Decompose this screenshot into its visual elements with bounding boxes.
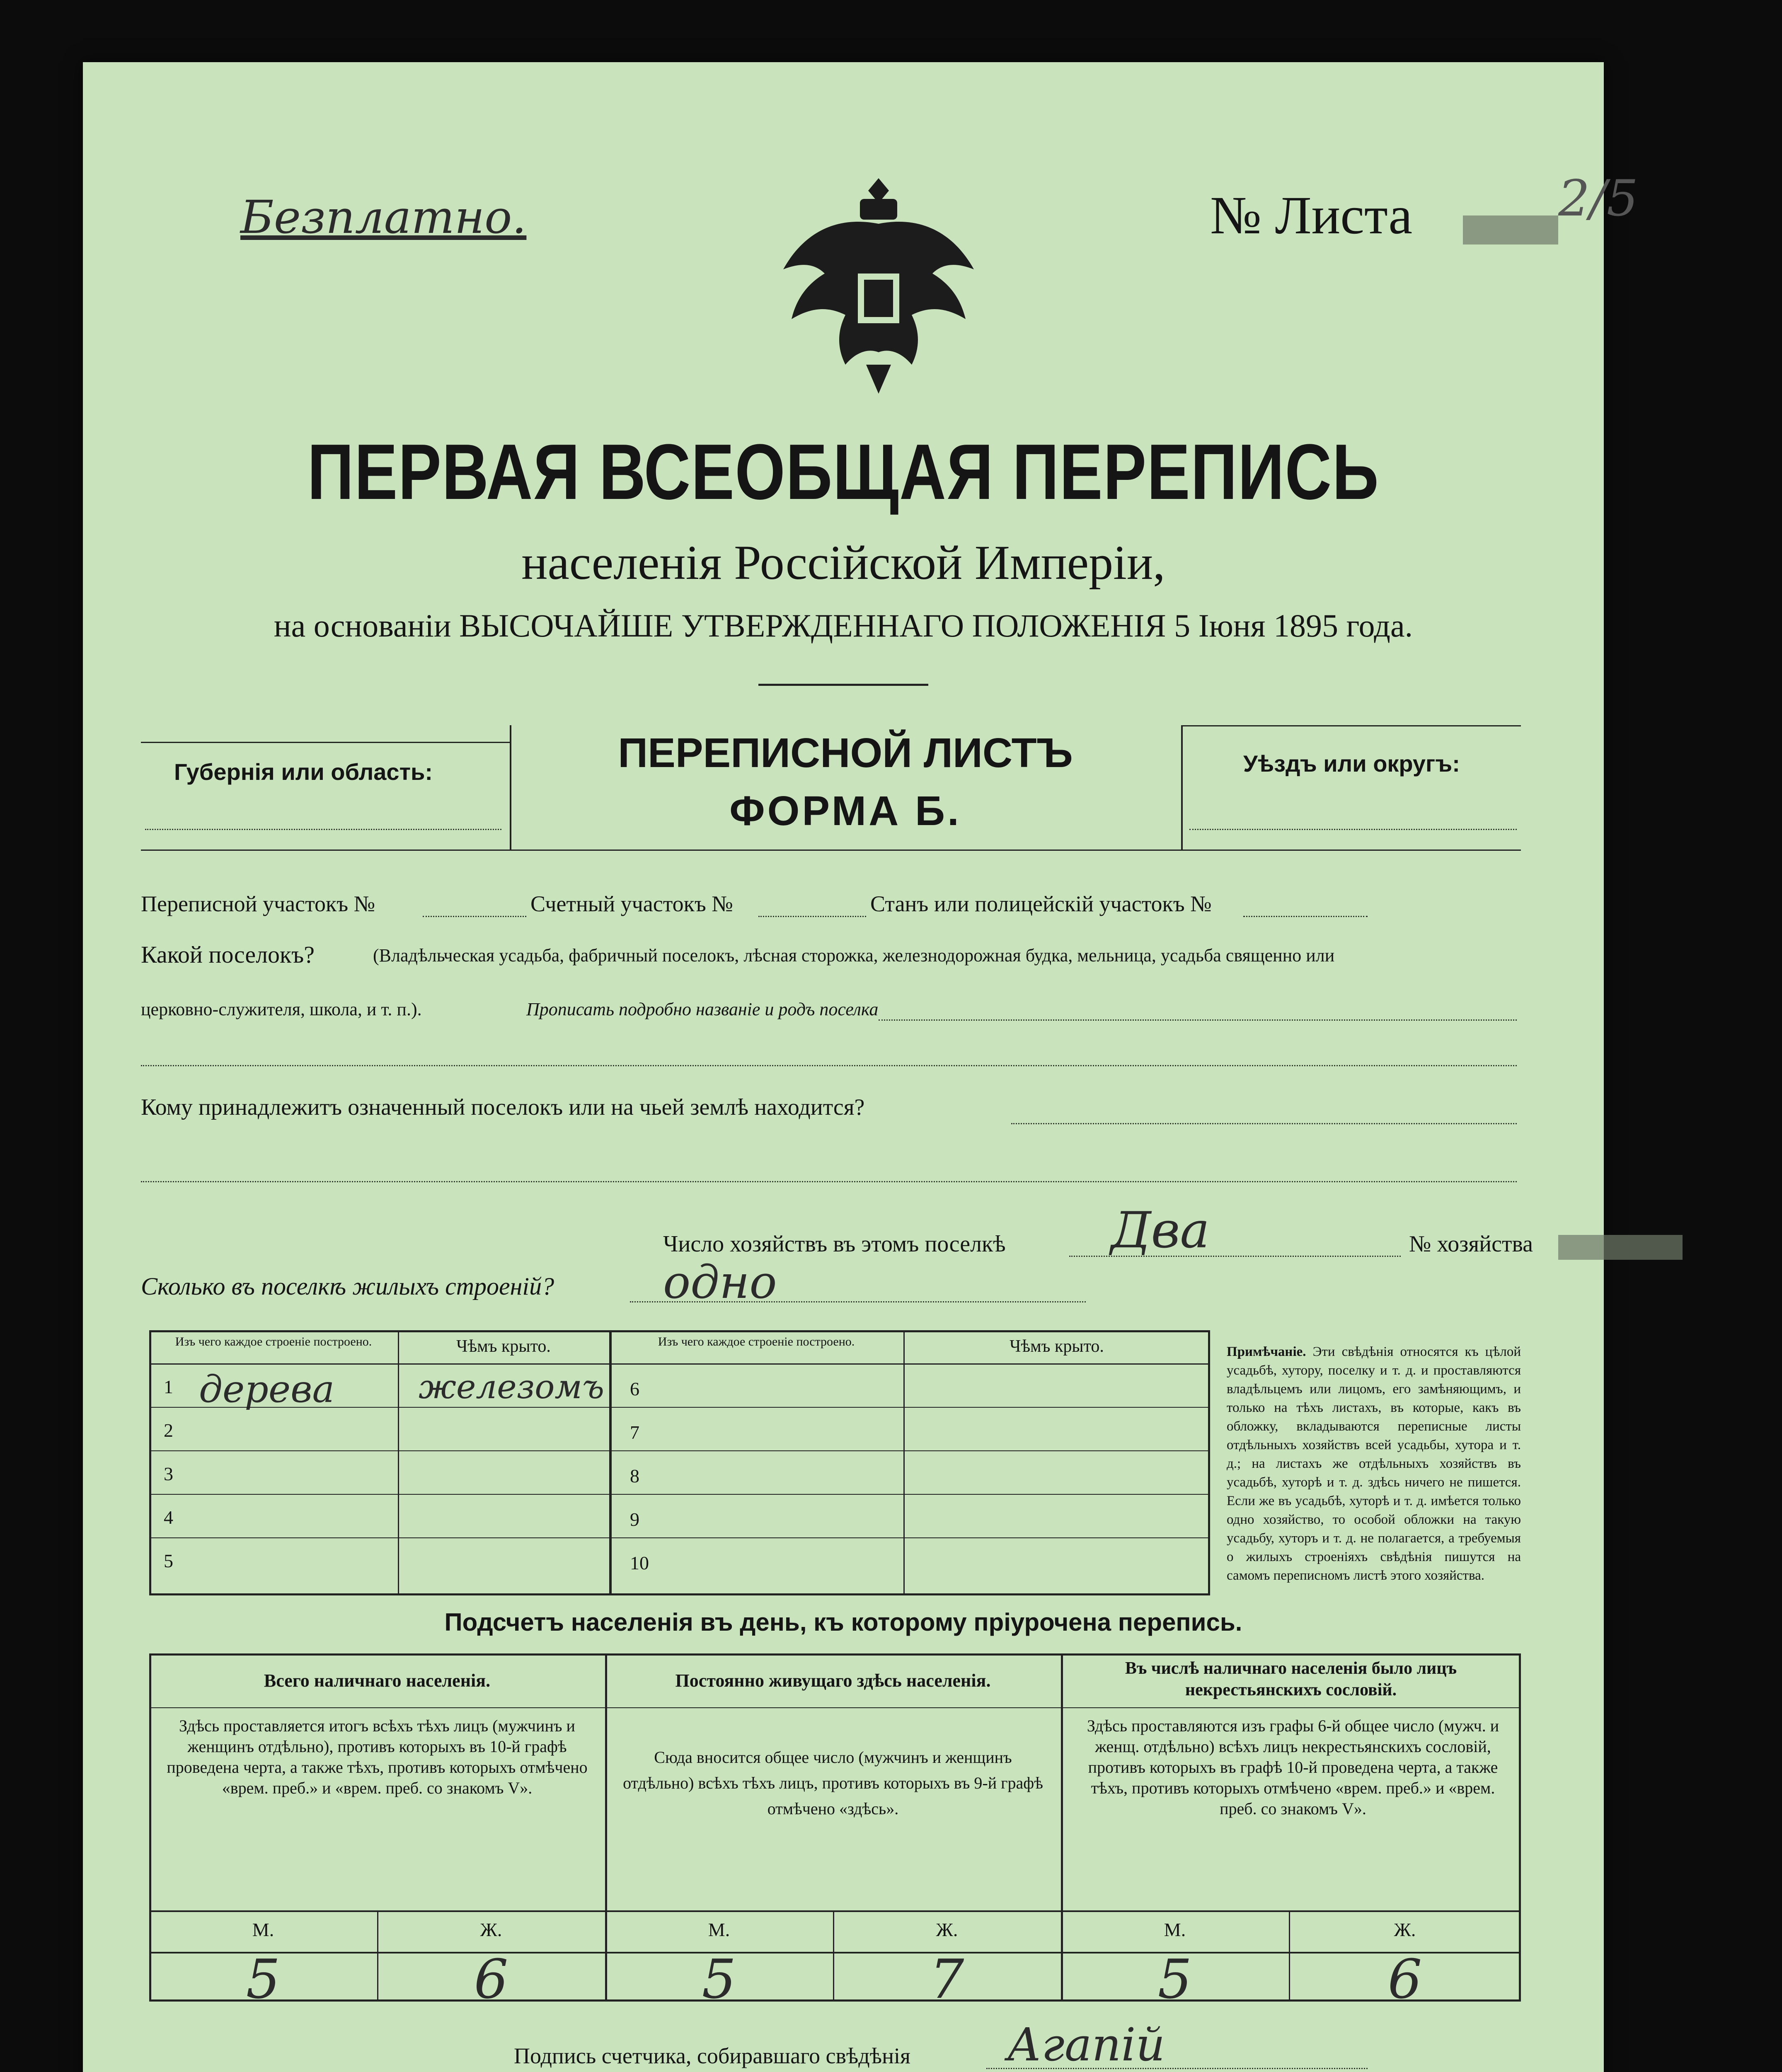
table-row-rule bbox=[149, 1537, 1210, 1538]
col-material-right: Изъ чего каждое строеніе построено. bbox=[658, 1335, 855, 1348]
col-roof-right: Чѣмъ крыто. bbox=[1010, 1337, 1104, 1356]
poselok-label: Какой поселокъ? bbox=[141, 941, 315, 968]
buildings-value: одно bbox=[663, 1256, 777, 1309]
signature-label: Подпись счетчика, собиравшаго свѣдѣнія bbox=[514, 2043, 910, 2068]
uezd-box-top bbox=[1181, 725, 1521, 726]
sheet-number-field[interactable] bbox=[1463, 215, 1558, 244]
count-col2-m-label: М. bbox=[708, 1919, 730, 1940]
row-number: 7 bbox=[630, 1422, 639, 1443]
uchastok-field[interactable] bbox=[423, 916, 526, 917]
count-col1-f-label: Ж. bbox=[480, 1919, 502, 1940]
note-box bbox=[1227, 1343, 1521, 1600]
row-number: 5 bbox=[164, 1550, 173, 1571]
count-col3-f-value[interactable]: 6 bbox=[1387, 1948, 1422, 2011]
buildings-table-middle bbox=[609, 1330, 612, 1595]
signature-value: Агапій bbox=[1007, 2018, 1165, 2071]
sheet-number-label: № Листа bbox=[1210, 186, 1413, 245]
row-number: 4 bbox=[164, 1507, 173, 1528]
households-value: Два bbox=[1111, 1202, 1210, 1259]
buildings-table-col-left bbox=[398, 1330, 399, 1595]
row-number: 1 bbox=[164, 1376, 173, 1397]
row-number: 9 bbox=[630, 1509, 639, 1530]
form-type: ФОРМА Б. bbox=[729, 788, 961, 834]
guberniya-field[interactable] bbox=[145, 829, 501, 830]
count-col2-f-value[interactable]: 7 bbox=[930, 1948, 964, 2011]
note-text: Эти свѣдѣнія относятся къ цѣлой усадьбѣ, хутору, поселку и т. д. и проставляются владѣльцемъ или лицомъ, его замѣняющимъ, и только на тѣхъ листахъ, въ которые, какъ въ обложку, вкладываются переписные листы отдѣльныхъ хозяйствъ всей усадьбы, хутора и т. д.; на листахъ же отдѣльныхъ хозяйствъ въ усадьбѣ, хуторѣ и т. д. здѣсь ничего не пишется. Если же въ усадьбѣ, хуторѣ и т. д. имѣется только одно хозяйство, то особой обложки на такую усадьбу, хуторъ и т. д. не полагается, а требуемыя о жилыхъ строеніяхъ свѣдѣнія пишутся на самомъ переписномъ листѣ этого хозяйства. bbox=[1227, 1344, 1521, 1583]
count-col1-desc: Здѣсь проставляется итогъ всѣхъ тѣхъ лицъ (мужчинъ и женщинъ отдѣльно), противъ которыхъ въ 10-й графѣ проведена черта, а также тѣхъ, противъ которыхъ отмѣчено «врем. преб.» и «врем. преб. со знакомъ V». bbox=[167, 1716, 588, 1797]
col-roof-left: Чѣмъ крыто. bbox=[456, 1337, 551, 1356]
uezd-box-side bbox=[1181, 725, 1183, 850]
household-number-label: № хозяйства bbox=[1409, 1231, 1533, 1257]
poselok-field[interactable] bbox=[879, 1019, 1517, 1021]
buildings-label: Сколько въ поселкѣ жилыхъ строеній? bbox=[141, 1273, 554, 1300]
col-material-left: Изъ чего каждое строеніе построено. bbox=[175, 1335, 372, 1348]
count-col3-m-label: М. bbox=[1164, 1919, 1186, 1940]
count-col3-m-value[interactable]: 5 bbox=[1157, 1948, 1192, 2011]
count-col3-f-label: Ж. bbox=[1394, 1919, 1416, 1940]
note-title: Примѣчаніе. bbox=[1227, 1344, 1306, 1359]
schetny-label: Счетный участокъ № bbox=[530, 891, 733, 916]
count-col2-m-value[interactable]: 5 bbox=[702, 1948, 736, 2011]
count-col1-head: Всего наличнаго населенія. bbox=[264, 1670, 491, 1691]
count-col2-head: Постоянно живущаго здѣсь населенія. bbox=[675, 1670, 991, 1691]
row-material: дерева bbox=[199, 1368, 335, 1411]
count-col2-f-label: Ж. bbox=[936, 1919, 958, 1940]
buildings-table-header-rule bbox=[149, 1363, 1210, 1365]
owner-field[interactable] bbox=[1011, 1123, 1517, 1124]
count-mf-rule bbox=[149, 1910, 1521, 1912]
owner-field-2[interactable] bbox=[141, 1181, 1517, 1182]
uezd-field[interactable] bbox=[1189, 829, 1517, 830]
table-row-rule bbox=[149, 1494, 1210, 1495]
form-title: ПЕРЕПИСНОЙ ЛИСТЪ bbox=[618, 730, 1073, 776]
table-row-rule bbox=[149, 1407, 1210, 1408]
poselok-instruction: Прописать подробно названіе и родъ поселка bbox=[526, 999, 879, 1019]
double-headed-eagle-icon bbox=[767, 170, 990, 402]
form-header-bottom-rule bbox=[141, 850, 1521, 851]
poselok-hint: (Владѣльческая усадьба, фабричный поселокъ, лѣсная сторожка, железнодорожная будка, мельница, усадьба священно или bbox=[373, 945, 1335, 966]
title-divider bbox=[758, 684, 928, 686]
row-roof: железомъ bbox=[419, 1368, 605, 1406]
count-col3-desc: Здѣсь проставляются изъ графы 6-й общее число (мужч. и женщ. отдѣльно) всѣхъ лицъ некрестьянскихъ сословій, противъ которыхъ въ графѣ 10-й проведена черта, а также тѣхъ, противъ которыхъ отмѣчено «врем. преб.» и «врем. преб. со знакомъ V». bbox=[1087, 1716, 1499, 1818]
row-number: 6 bbox=[630, 1378, 639, 1399]
households-field[interactable] bbox=[1069, 1256, 1401, 1257]
buildings-field[interactable] bbox=[630, 1301, 1086, 1302]
count-col1-m-label: М. bbox=[252, 1919, 274, 1940]
row-number: 3 bbox=[164, 1463, 173, 1484]
sheet-number-scribble-icon: 2/5 bbox=[1558, 170, 1639, 228]
count-col1-f-value[interactable]: 6 bbox=[474, 1948, 508, 2011]
census-subtitle: населенія Россійской Имперіи, bbox=[521, 535, 1165, 590]
stan-field[interactable] bbox=[1243, 916, 1368, 917]
poselok-field-2[interactable] bbox=[141, 1065, 1517, 1066]
signature-field[interactable] bbox=[986, 2068, 1368, 2069]
schetny-field[interactable] bbox=[758, 916, 866, 917]
row-number: 10 bbox=[630, 1552, 649, 1573]
count-col1-m-value[interactable]: 5 bbox=[246, 1948, 281, 2011]
owner-label: Кому принадлежитъ означенный поселокъ или на чьей землѣ находится? bbox=[141, 1094, 865, 1120]
table-row-rule bbox=[149, 1450, 1210, 1451]
census-form-sheet bbox=[83, 62, 1639, 2072]
census-basis: на основаніи ВЫСОЧАЙШЕ УТВЕРЖДЕННАГО ПОЛОЖЕНІЯ 5 Іюня 1895 года. bbox=[274, 608, 1413, 644]
count-head-rule bbox=[149, 1707, 1521, 1708]
households-label: Число хозяйствъ въ этомъ поселкѣ bbox=[663, 1231, 1006, 1257]
count-col2-desc: Сюда вносится общее число (мужчинъ и женщинъ отдѣльно) всѣхъ тѣхъ лицъ, противъ которыхъ въ 9-й графѣ отмѣчено «здѣсь». bbox=[623, 1748, 1043, 1818]
buildings-table-col-right bbox=[903, 1330, 905, 1595]
stan-label: Станъ или полицейскій участокъ № bbox=[870, 891, 1212, 916]
row-number: 8 bbox=[630, 1465, 639, 1486]
count-col3-head: Въ числѣ наличнаго населенія было лицъ некрестьянскихъ сословій. bbox=[1125, 1659, 1457, 1699]
free-label: Безплатно. bbox=[240, 191, 527, 244]
guberniya-label: Губернія или область: bbox=[174, 759, 433, 785]
poselok-hint-cont: церковно-служителя, школа, и т. п.). bbox=[141, 999, 422, 1019]
count-title: Подсчетъ населенія въ день, къ которому пріурочена перепись. bbox=[444, 1608, 1242, 1636]
guberniya-box-top bbox=[141, 742, 510, 743]
row-number: 2 bbox=[164, 1420, 173, 1441]
uezd-label: Уѣздъ или округъ: bbox=[1243, 750, 1460, 777]
uchastok-label: Переписной участокъ № bbox=[141, 891, 375, 916]
census-title: ПЕРВАЯ ВСЕОБЩАЯ ПЕРЕПИСЬ bbox=[307, 428, 1380, 516]
household-number-field[interactable] bbox=[1558, 1235, 1683, 1260]
